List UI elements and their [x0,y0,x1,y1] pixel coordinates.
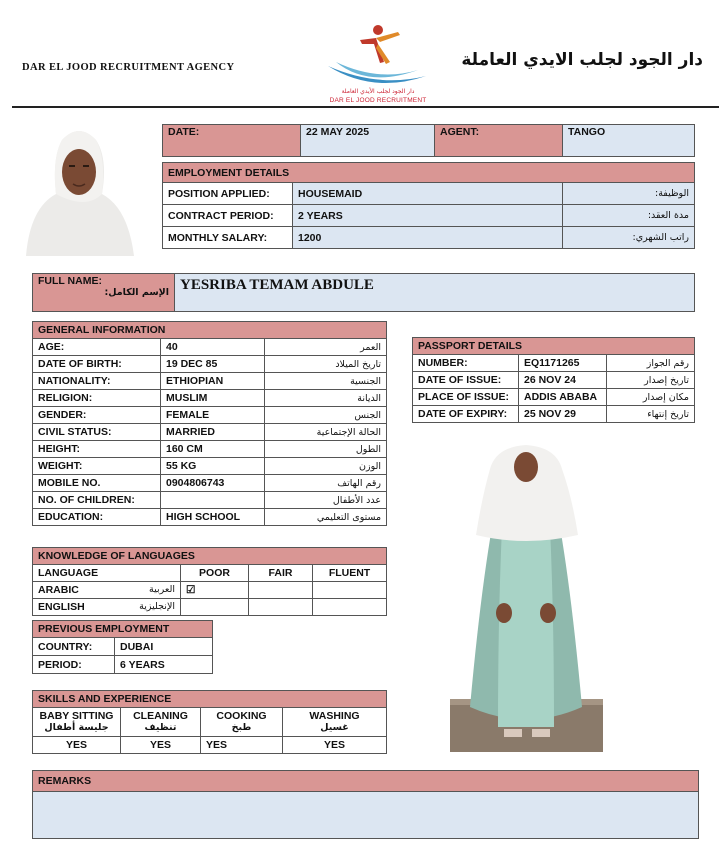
general-info-row [33,424,387,441]
language-fair-checkbox [249,582,313,599]
general-info-row [33,509,387,526]
general-info-label: DATE OF BIRTH: [33,356,161,373]
language-name-ar: الإنجليزية [139,601,175,612]
remarks-value [33,792,699,839]
previous-employment-label: PERIOD: [33,656,115,674]
general-info-row [33,356,387,373]
skill-value: YES [121,737,201,754]
agent-label: AGENT: [435,125,563,157]
skill-name-ar: طبخ [231,722,252,733]
agency-name-en: DAR EL JOOD RECRUITMENT AGENCY [22,62,235,73]
employment-details-title: EMPLOYMENT DETAILS [163,163,695,183]
general-info-value: 0904806743 [161,475,265,492]
position-value: HOUSEMAID [293,183,563,205]
agency-logo [318,22,438,108]
general-info-label-ar: الديانة [265,390,387,407]
skill-name: COOKING [216,710,267,722]
applicant-full-body-photo [450,437,603,752]
general-info-label-ar: رقم الهاتف [265,475,387,492]
passport-label: NUMBER: [413,355,519,372]
passport-label: DATE OF ISSUE: [413,372,519,389]
passport-value: 25 NOV 29 [519,406,607,423]
skill-name: BABY SITTING [39,710,114,722]
skills-title: SKILLS AND EXPERIENCE [33,691,387,708]
skill-header-cell [121,708,201,737]
general-info-row [33,492,387,509]
skill-header-cell [33,708,121,737]
skill-name: CLEANING [133,710,188,722]
general-info-value: 40 [161,339,265,356]
general-information-table [32,321,387,526]
contract-label-ar: مدة العقد: [563,205,695,227]
passport-value: 26 NOV 24 [519,372,607,389]
passport-label-ar: تاريخ إصدار [607,372,695,389]
skill-value: YES [201,737,283,754]
general-info-label: MOBILE NO. [33,475,161,492]
general-info-label: AGE: [33,339,161,356]
general-info-label: WEIGHT: [33,458,161,475]
general-info-label-ar: عدد الأطفال [265,492,387,509]
salary-value: 1200 [293,227,563,249]
full-name-table [32,273,695,312]
previous-employment-row [33,656,213,674]
salary-label-ar: راتب الشهري: [563,227,695,249]
skill-name-ar: غسيل [320,722,349,733]
language-name-cell [33,582,181,599]
date-value: 22 MAY 2025 [301,125,435,157]
general-info-row [33,373,387,390]
language-name-ar: العربية [149,584,175,595]
full-name-label-ar: الإسم الكامل: [104,287,169,298]
language-name: ENGLISH [38,601,85,613]
date-agent-table [162,124,695,157]
languages-header-poor: POOR [181,565,249,582]
general-info-row [33,407,387,424]
previous-employment-table [32,620,213,674]
applicant-face-photo [16,118,142,256]
employment-details-table [162,162,695,249]
language-name-cell [33,599,181,616]
skill-value: YES [33,737,121,754]
general-info-value: MUSLIM [161,390,265,407]
skill-name: WASHING [309,710,360,722]
passport-label: DATE OF EXPIRY: [413,406,519,423]
language-fair-checkbox [249,599,313,616]
passport-value: EQ1171265 [519,355,607,372]
skills-header-row [33,708,387,737]
general-info-value: FEMALE [161,407,265,424]
general-info-value: MARRIED [161,424,265,441]
general-info-label: CIVIL STATUS: [33,424,161,441]
passport-details-table [412,337,695,423]
skill-name-ar: تنظيف [144,722,177,733]
general-info-label: RELIGION: [33,390,161,407]
general-info-row [33,475,387,492]
logo-icon [318,22,438,88]
skills-value-row [33,737,387,754]
passport-row [413,389,695,406]
general-info-label-ar: الجنس [265,407,387,424]
general-info-label: HEIGHT: [33,441,161,458]
general-info-label: NATIONALITY: [33,373,161,390]
general-info-row [33,441,387,458]
position-label: POSITION APPLIED: [163,183,293,205]
general-info-label-ar: الحالة الإجتماعية [265,424,387,441]
general-info-label: NO. OF CHILDREN: [33,492,161,509]
general-info-row [33,339,387,356]
logo-caption-en: DAR EL JOOD RECRUITMENT [329,97,427,104]
passport-label-ar: رقم الجواز [607,355,695,372]
general-info-row [33,390,387,407]
full-name-value: YESRIBA TEMAM ABDULE [175,274,695,312]
general-information-title: GENERAL INFORMATION [33,322,387,339]
skill-header-cell [201,708,283,737]
general-info-label-ar: تاريخ الميلاد [265,356,387,373]
general-info-value: 19 DEC 85 [161,356,265,373]
languages-table [32,547,387,616]
previous-employment-row [33,638,213,656]
skill-name-ar: جليسة أطفال [44,722,109,733]
passport-label: PLACE OF ISSUE: [413,389,519,406]
languages-header-language: LANGUAGE [33,565,181,582]
general-info-value: ETHIOPIAN [161,373,265,390]
language-fluent-checkbox [313,582,387,599]
full-name-label: FULL NAME: [38,275,102,287]
general-info-label: EDUCATION: [33,509,161,526]
general-info-label: GENDER: [33,407,161,424]
agency-name-ar: دار الجود لجلب الايدي العاملة [461,50,703,70]
passport-row [413,372,695,389]
skill-value: YES [283,737,387,754]
general-info-value [161,492,265,509]
salary-label: MONTHLY SALARY: [163,227,293,249]
general-info-value: HIGH SCHOOL [161,509,265,526]
language-name: ARABIC [38,584,79,596]
general-info-label-ar: الوزن [265,458,387,475]
general-info-value: 160 CM [161,441,265,458]
general-info-label-ar: الطول [265,441,387,458]
previous-employment-title: PREVIOUS EMPLOYMENT [33,621,213,638]
general-info-label-ar: مستوى التعليمي [265,509,387,526]
language-fluent-checkbox [313,599,387,616]
general-info-row [33,458,387,475]
passport-details-title: PASSPORT DETAILS [413,338,695,355]
passport-label-ar: مكان إصدار [607,389,695,406]
language-poor-checkbox: ☑ [181,582,249,599]
languages-header-fair: FAIR [249,565,313,582]
passport-value: ADDIS ABABA [519,389,607,406]
languages-header-fluent: FLUENT [313,565,387,582]
general-info-label-ar: الجنسية [265,373,387,390]
language-row [33,599,387,616]
general-info-label-ar: العمر [265,339,387,356]
previous-employment-value: DUBAI [115,638,213,656]
general-info-value: 55 KG [161,458,265,475]
language-row [33,582,387,599]
full-name-label-cell [33,274,175,312]
contract-value: 2 YEARS [293,205,563,227]
skill-header-cell [283,708,387,737]
languages-title: KNOWLEDGE OF LANGUAGES [33,548,387,565]
header-divider [12,106,719,108]
skills-table [32,690,387,754]
date-label: DATE: [163,125,301,157]
language-poor-checkbox [181,599,249,616]
remarks-title: REMARKS [33,771,699,792]
position-label-ar: الوظيفة: [563,183,695,205]
previous-employment-label: COUNTRY: [33,638,115,656]
contract-label: CONTRACT PERIOD: [163,205,293,227]
passport-row [413,406,695,423]
passport-label-ar: تاريخ إنتهاء [607,406,695,423]
remarks-table [32,770,699,839]
passport-row [413,355,695,372]
previous-employment-value: 6 YEARS [115,656,213,674]
logo-caption-ar: دار الجود لجلب الأيدي العاملة [341,88,415,95]
agent-value: TANGO [563,125,695,157]
